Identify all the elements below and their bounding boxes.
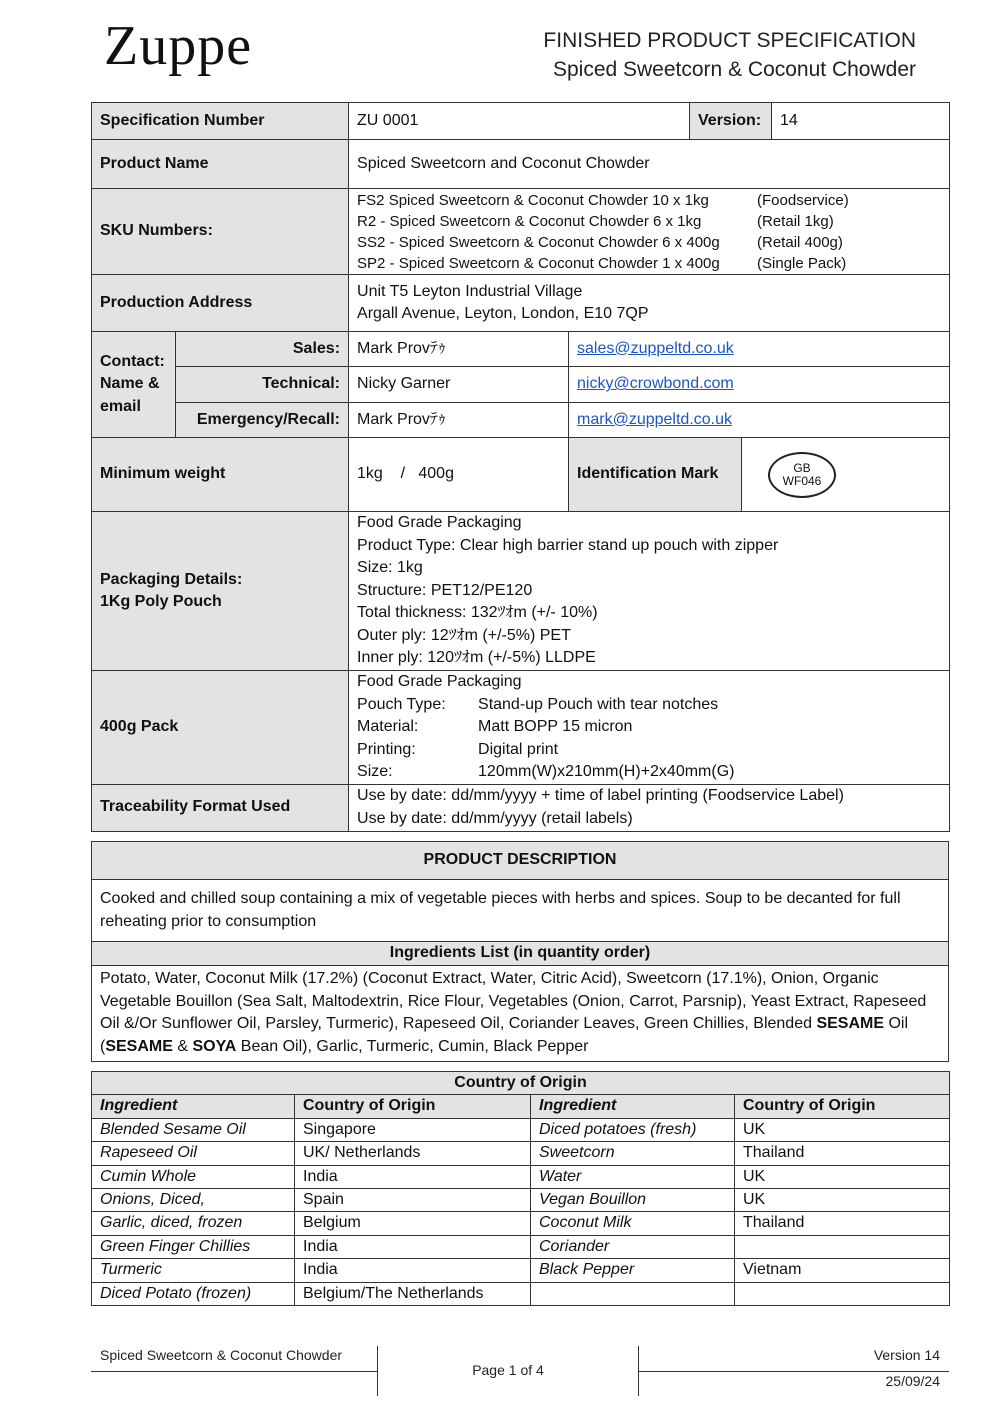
contact-row-technical	[92, 367, 950, 403]
table-row: Garlic, diced, frozen Belgium Coconut Milk Thailand	[92, 1212, 950, 1235]
packaging-1kg-label: Packaging Details: 1Kg Poly Pouch	[92, 512, 349, 671]
address-value	[349, 275, 950, 332]
document-title	[543, 26, 916, 84]
min-weight-row	[92, 438, 950, 512]
product-name-row	[92, 140, 950, 189]
contact-name: Mark Provﾃｩ	[349, 332, 569, 367]
col-ingredient: Ingredient	[531, 1095, 735, 1118]
spec-number-row	[92, 103, 950, 140]
ingredients-heading: Ingredients List (in quantity order)	[92, 942, 949, 966]
table-row: Rapeseed Oil UK/ Netherlands Sweetcorn Thailand	[92, 1142, 950, 1165]
description-table	[91, 841, 949, 1062]
footer-version: Version 14	[873, 1347, 940, 1363]
ingredients-list: Potato, Water, Coconut Milk (17.2%) (Coconut Extract, Water, Citric Acid), Sweetcorn (17.1%), Onion, Organic Vegetable Bouillon (Sea Salt, Maltodextrin, Rice Flour, Vegetables (Onion, Carrot, Parsnip), Yeast Extract, Rapeseed Oil &/Or Sunflower Oil, Parsley, Turmeric), Rapeseed Oil, Coriander Leaves, Green Chillies, Blended SESAME Oil (SESAME & SOYA Bean Oil), Garlic, Turmeric, Cumin, Black Pepper	[92, 965, 949, 1061]
allergen: SESAME	[105, 1037, 173, 1055]
emergency-email-link[interactable]: mark@zuppeltd.co.uk	[577, 410, 732, 428]
id-mark-cell	[742, 438, 950, 512]
footer-divider	[638, 1346, 639, 1396]
spec-number-label: Specification Number	[92, 103, 349, 140]
traceability-row	[92, 784, 950, 831]
footer-product: Spiced Sweetcorn & Coconut Chowder	[100, 1347, 343, 1363]
health-mark-oval-icon: GB WF046	[768, 452, 836, 498]
min-weight-value: 1kg / 400g	[349, 438, 569, 512]
packaging-1kg-row	[92, 512, 950, 671]
table-row: Turmeric India Black Pepper Vietnam	[92, 1259, 950, 1282]
footer-divider	[91, 1371, 377, 1372]
sku-item: R2 - Spiced Sweetcorn & Coconut Chowder 6 x 1kg (Retail 1kg)	[357, 212, 834, 230]
sku-list	[349, 189, 950, 275]
packaging-400g-details: Food Grade Packaging Pouch Type: Stand-up Pouch with tear notches Material: Matt BOPP 15 micron Printing: Digital print Size: 120mm(W)x210mm(H)+2x40mm(G)	[349, 671, 950, 785]
product-name-label: Product Name	[92, 140, 349, 189]
contact-row-emergency	[92, 403, 950, 438]
footer-date: 25/09/24	[885, 1373, 940, 1389]
traceability-value: Use by date: dd/mm/yyyy + time of label printing (Foodservice Label) Use by date: dd/mm/yyyy (retail labels)	[349, 784, 950, 831]
allergen: SESAME	[816, 1015, 885, 1032]
address-line: Unit T5 Leyton Industrial Village	[357, 282, 583, 300]
country-of-origin-table	[91, 1071, 950, 1306]
spec-number-value: ZU 0001	[349, 103, 690, 140]
traceability-label: Traceability Format Used	[92, 784, 349, 831]
table-row: Onions, Diced, Spain Vegan Bouillon UK	[92, 1189, 950, 1212]
id-mark-label: Identification Mark	[569, 438, 742, 512]
sku-item: SP2 - Spiced Sweetcorn & Coconut Chowder 1 x 400g (Single Pack)	[357, 254, 847, 272]
version-label: Version:	[690, 103, 772, 140]
table-row: Diced Potato (frozen) Belgium/The Netherlands	[92, 1282, 950, 1305]
contact-role: Emergency/Recall:	[176, 403, 349, 438]
description-heading: PRODUCT DESCRIPTION	[92, 842, 949, 880]
contact-name: Nicky Garner	[349, 367, 569, 403]
address-row	[92, 275, 950, 332]
col-ingredient: Ingredient	[92, 1095, 295, 1118]
sku-item: SS2 - Spiced Sweetcorn & Coconut Chowder 6 x 400g (Retail 400g)	[357, 233, 843, 251]
doc-type: FINISHED PRODUCT SPECIFICATION	[543, 29, 916, 52]
col-country: Country of Origin	[295, 1095, 531, 1118]
version-value: 14	[772, 103, 950, 140]
origin-header-row	[92, 1095, 950, 1118]
footer-divider	[639, 1371, 949, 1372]
contact-label: Contact: Name & email	[92, 332, 176, 438]
packaging-400g-row	[92, 671, 950, 785]
contact-role: Technical:	[176, 367, 349, 403]
technical-email-link[interactable]: nicky@crowbond.com	[577, 375, 734, 393]
allergen: SOYA	[192, 1037, 237, 1055]
product-title: Spiced Sweetcorn & Coconut Chowder	[552, 58, 916, 81]
contact-email[interactable]	[569, 367, 950, 403]
table-row: Cumin Whole India Water UK	[92, 1165, 950, 1188]
contact-role: Sales:	[176, 332, 349, 367]
contact-email[interactable]	[569, 332, 950, 367]
address-label: Production Address	[92, 275, 349, 332]
zuppe-logo: Zuppe	[104, 15, 253, 77]
specification-table	[91, 102, 950, 832]
contact-row-sales	[92, 332, 950, 367]
origin-heading: Country of Origin	[92, 1072, 950, 1095]
description-text: Cooked and chilled soup containing a mix of vegetable pieces with herbs and spices. Soup to be decanted for full reheating prior to consumption	[92, 880, 949, 942]
sales-email-link[interactable]: sales@zuppeltd.co.uk	[577, 339, 734, 357]
packaging-1kg-details: Food Grade Packaging Product Type: Clear high barrier stand up pouch with zipper Size: 1kg Structure: PET12/PE120 Total thickness: 132ﾂｵm (+/- 10%) Outer ply: 12ﾂｵm (+/-5%) PET Inner ply: 120ﾂｵm (+/-5%) LLDPE	[349, 512, 950, 671]
contact-name: Mark Provﾃｩ	[349, 403, 569, 438]
packaging-400g-label: 400g Pack	[92, 671, 349, 785]
min-weight-label: Minimum weight	[92, 438, 349, 512]
sku-row	[92, 189, 950, 275]
table-row: Green Finger Chillies India Coriander	[92, 1235, 950, 1258]
sku-label: SKU Numbers:	[92, 189, 349, 275]
sku-item: FS2 Spiced Sweetcorn & Coconut Chowder 10 x 1kg (Foodservice)	[357, 191, 849, 209]
col-country: Country of Origin	[735, 1095, 950, 1118]
footer-page-number: Page 1 of 4	[472, 1362, 544, 1378]
table-row: Blended Sesame Oil Singapore Diced potatoes (fresh) UK	[92, 1118, 950, 1141]
address-line: Argall Avenue, Leyton, London, E10 7QP	[357, 305, 649, 322]
contact-email[interactable]	[569, 403, 950, 438]
product-name-value: Spiced Sweetcorn and Coconut Chowder	[349, 140, 950, 189]
